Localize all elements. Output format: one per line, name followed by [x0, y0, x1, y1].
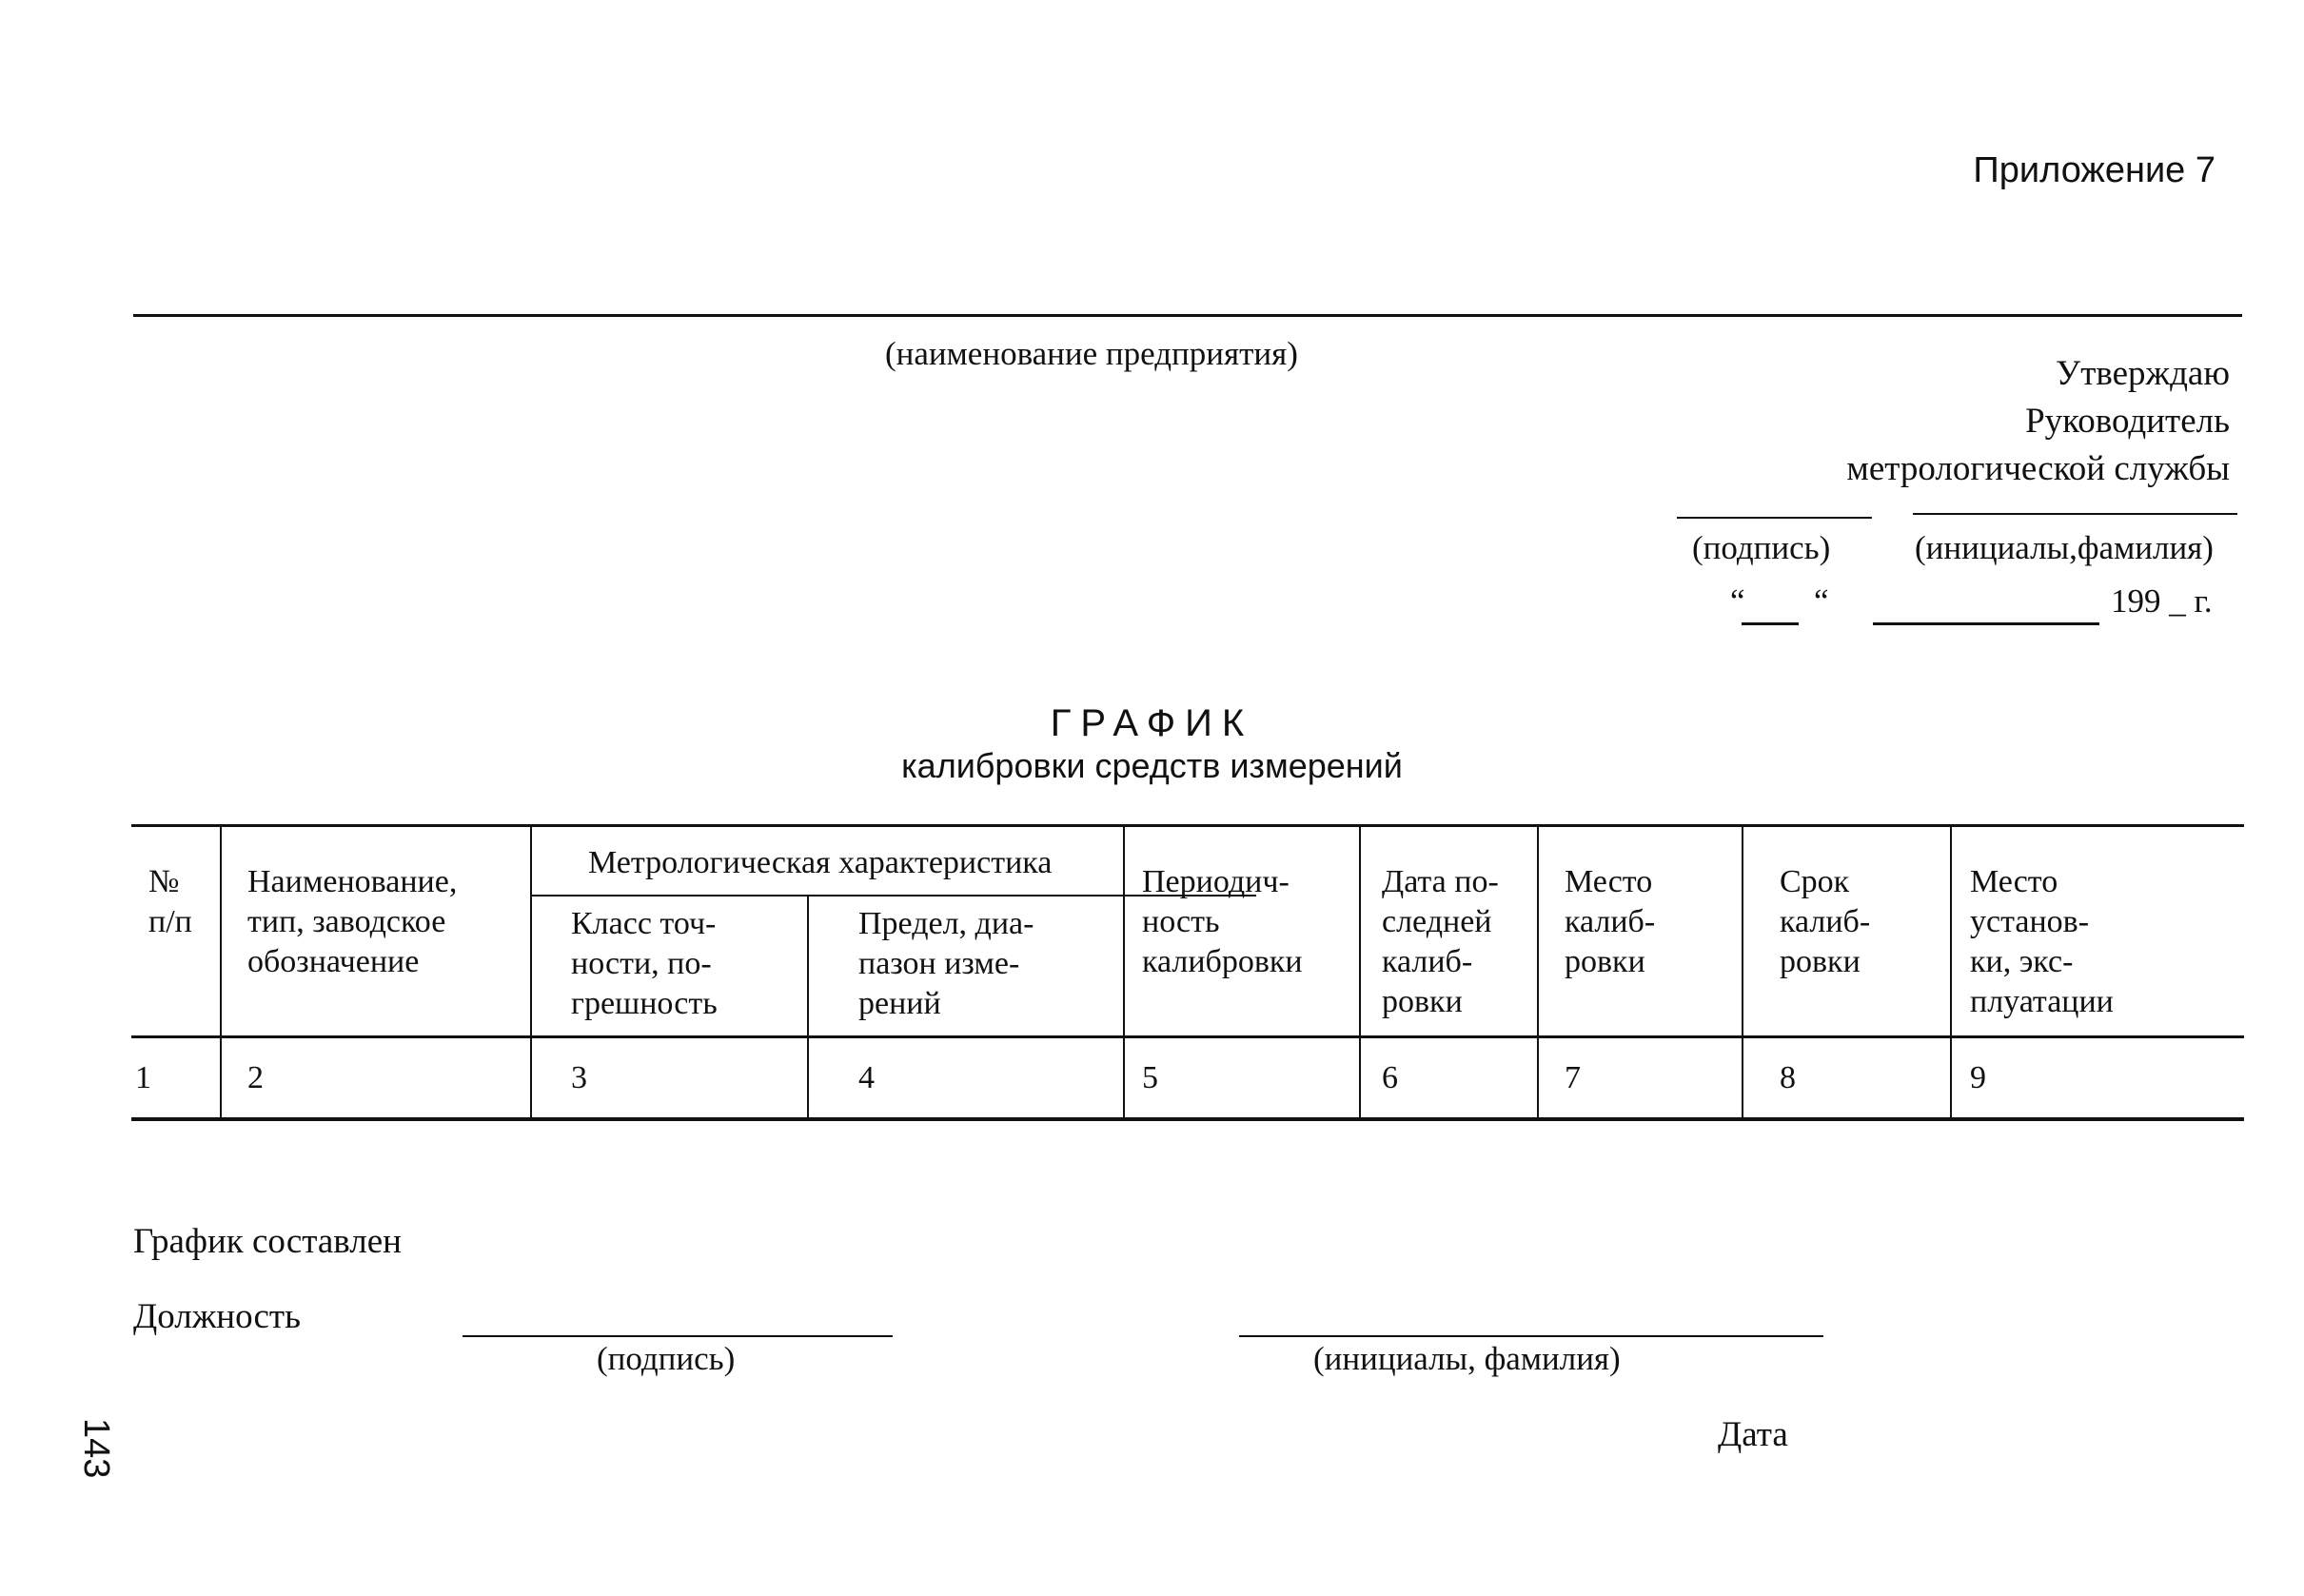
column-header-accuracy: Класс точ- ности, по- грешность [571, 906, 718, 1021]
col-divider [1742, 824, 1743, 1121]
column-number: 1 [135, 1060, 151, 1095]
approval-date-row [1730, 582, 2244, 630]
day-blank-line [1742, 622, 1799, 625]
document-subtitle: калибровки средств измерений [901, 746, 1403, 785]
approval-line-head: Руководитель [2025, 402, 2230, 441]
approval-name-caption: (инициалы,фамилия) [1915, 529, 2214, 566]
approval-block [1846, 350, 2230, 493]
column-header-term: Срок калиб- ровки [1780, 864, 1871, 979]
appendix-label: Приложение 7 [1973, 150, 2215, 190]
approval-line-approve: Утверждаю [2056, 354, 2230, 393]
month-blank-line [1873, 622, 2099, 625]
column-number: 7 [1565, 1060, 1581, 1095]
column-header-place: Место калиб- ровки [1565, 864, 1656, 979]
col-divider [220, 824, 222, 1121]
col-divider [1537, 824, 1539, 1121]
column-number: 2 [247, 1060, 264, 1095]
approval-line-service: метрологической службы [1846, 449, 2230, 488]
year-label: 199 _ г. [2111, 582, 2213, 620]
column-number: 9 [1970, 1060, 1986, 1095]
column-header-last-date: Дата по- следней калиб- ровки [1382, 864, 1499, 1019]
col-divider [1950, 824, 1952, 1121]
compiler-signature-caption: (подпись) [597, 1340, 736, 1377]
approval-signature-line [1677, 517, 1872, 519]
column-header-name: Наименование, тип, заводское обозначение [247, 864, 458, 979]
table-bottom-rule [131, 1117, 2244, 1121]
column-number: 4 [858, 1060, 875, 1095]
compiler-name-caption: (инициалы, фамилия) [1313, 1340, 1621, 1377]
quote-open: “ [1730, 582, 1745, 620]
col-divider [1123, 824, 1125, 1121]
compiler-name-line [1239, 1335, 1823, 1337]
approval-name-line [1913, 513, 2237, 515]
position-label: Должность [133, 1297, 301, 1336]
group-header: Метрологическая характеристика [588, 845, 1053, 880]
column-header-range: Предел, диа- пазон изме- рений [858, 906, 1034, 1021]
col-divider [530, 824, 532, 1121]
quote-close: “ [1814, 582, 1829, 620]
approval-signature-caption: (подпись) [1692, 529, 1831, 566]
column-number: 6 [1382, 1060, 1398, 1095]
page-number: 143 [76, 1418, 116, 1479]
col-divider [1359, 824, 1361, 1121]
document-title: ГРАФИК [1050, 702, 1254, 744]
col-divider [807, 895, 809, 1121]
column-header-location: Место установ- ки, экс- плуатации [1970, 864, 2114, 1019]
calibration-table [131, 824, 2244, 1121]
table-top-rule [131, 824, 2244, 827]
column-number: 3 [571, 1060, 587, 1095]
organization-caption: (наименование предприятия) [885, 335, 1298, 372]
column-header-number: № п/п [148, 864, 192, 939]
column-number: 5 [1142, 1060, 1158, 1095]
column-number: 8 [1780, 1060, 1796, 1095]
compiled-label: График составлен [133, 1222, 402, 1261]
organization-name-line [133, 314, 2242, 317]
table-header-rule [131, 1035, 2244, 1038]
date-label: Дата [1718, 1415, 1788, 1454]
compiler-signature-line [463, 1335, 893, 1337]
column-header-periodicity: Периодич- ность калибровки [1142, 864, 1303, 979]
